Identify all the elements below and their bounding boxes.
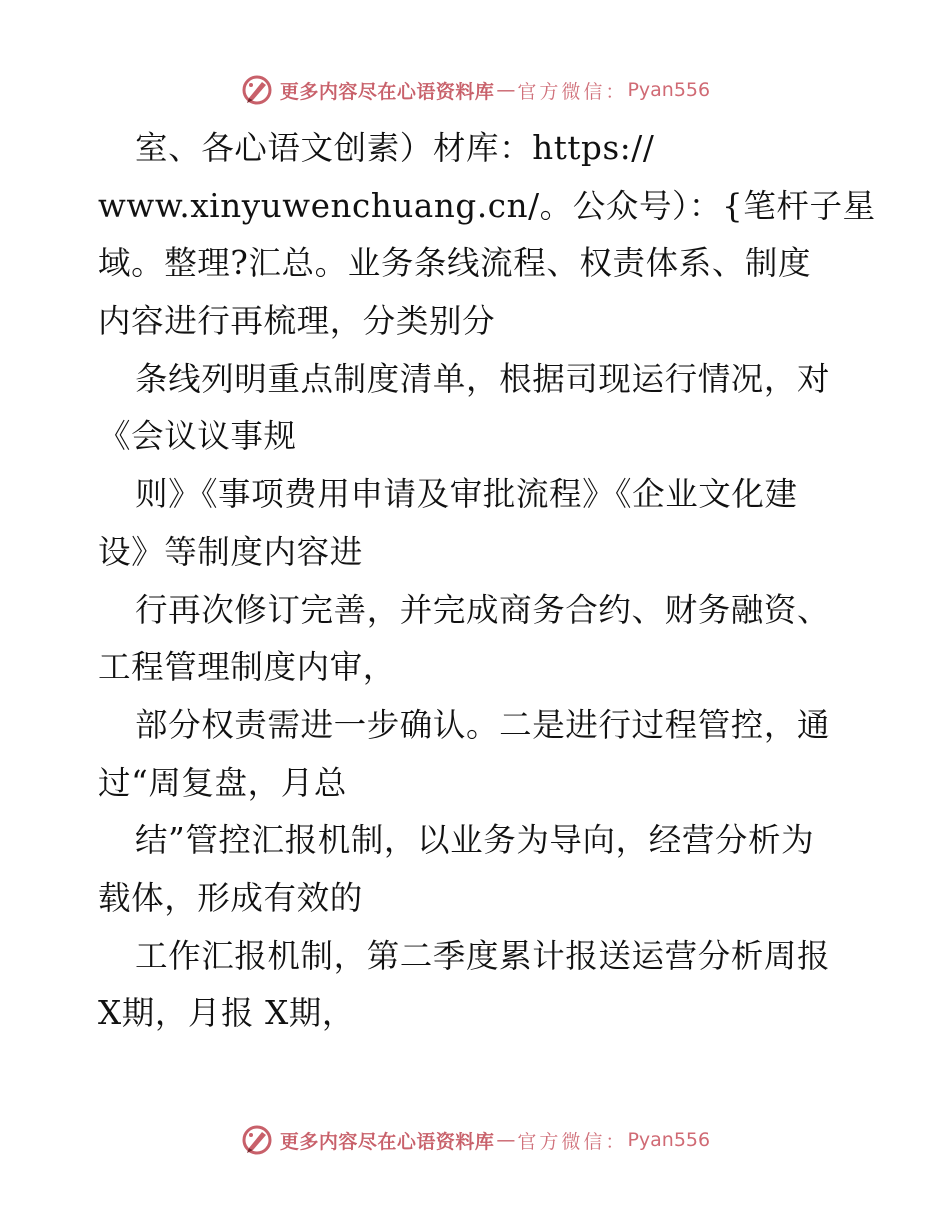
text-line: 载体，形成有效的 [98,878,363,917]
text-line: 《会议议事规 [98,417,297,456]
text-line: 域。整理?汇总。业务条线流程、权责体系、制度 [98,244,812,283]
pen-logo-icon [240,1123,274,1157]
header-banner [0,70,950,110]
footer-banner [0,1120,950,1160]
text-line: 设》等制度内容进 [98,532,363,571]
banner-official-label: 官方微信： [517,1130,628,1153]
text-line: 行再次修订完善，并完成商务合约、财务融资、 [135,590,831,629]
banner-wechat-id: Pyan556 [627,1129,711,1151]
text-line: 部分权责需进一步确认。二是进行过程管控，通 [135,705,831,744]
pen-logo-icon [240,73,274,107]
text-line: 过“周复盘，月总 [98,763,347,802]
text-line: 内容进行再梳理，分类别分 [98,302,496,341]
banner-brand: 更多内容尽在心语资料库 [279,80,495,103]
banner-brand: 更多内容尽在心语资料库 [279,1130,495,1153]
banner-wechat-id: Pyan556 [627,79,711,101]
text-line: 工作汇报机制，第二季度累计报送运营分析周报 [135,936,831,975]
document-body [98,120,876,1043]
banner-official-label: 官方微信： [517,80,628,103]
text-line: 条线列明重点制度清单，根据司现运行情况，对 [135,359,831,398]
text-line: www.xinyuwenchuang.cn/。公众号）：{笔杆子星 [98,186,876,225]
text-line: 室、各心语文创素）材库：https:// [135,129,655,167]
banner-dash: — [496,79,516,101]
banner-dash: — [496,1129,516,1151]
text-line: 结”管控汇报机制，以业务为导向，经营分析为 [135,821,815,860]
text-line: 工程管理制度内审， [98,648,396,687]
text-line: X期，月报 X期， [98,994,356,1033]
text-line: 则》《事项费用申请及审批流程》《企业文化建 [135,475,798,514]
